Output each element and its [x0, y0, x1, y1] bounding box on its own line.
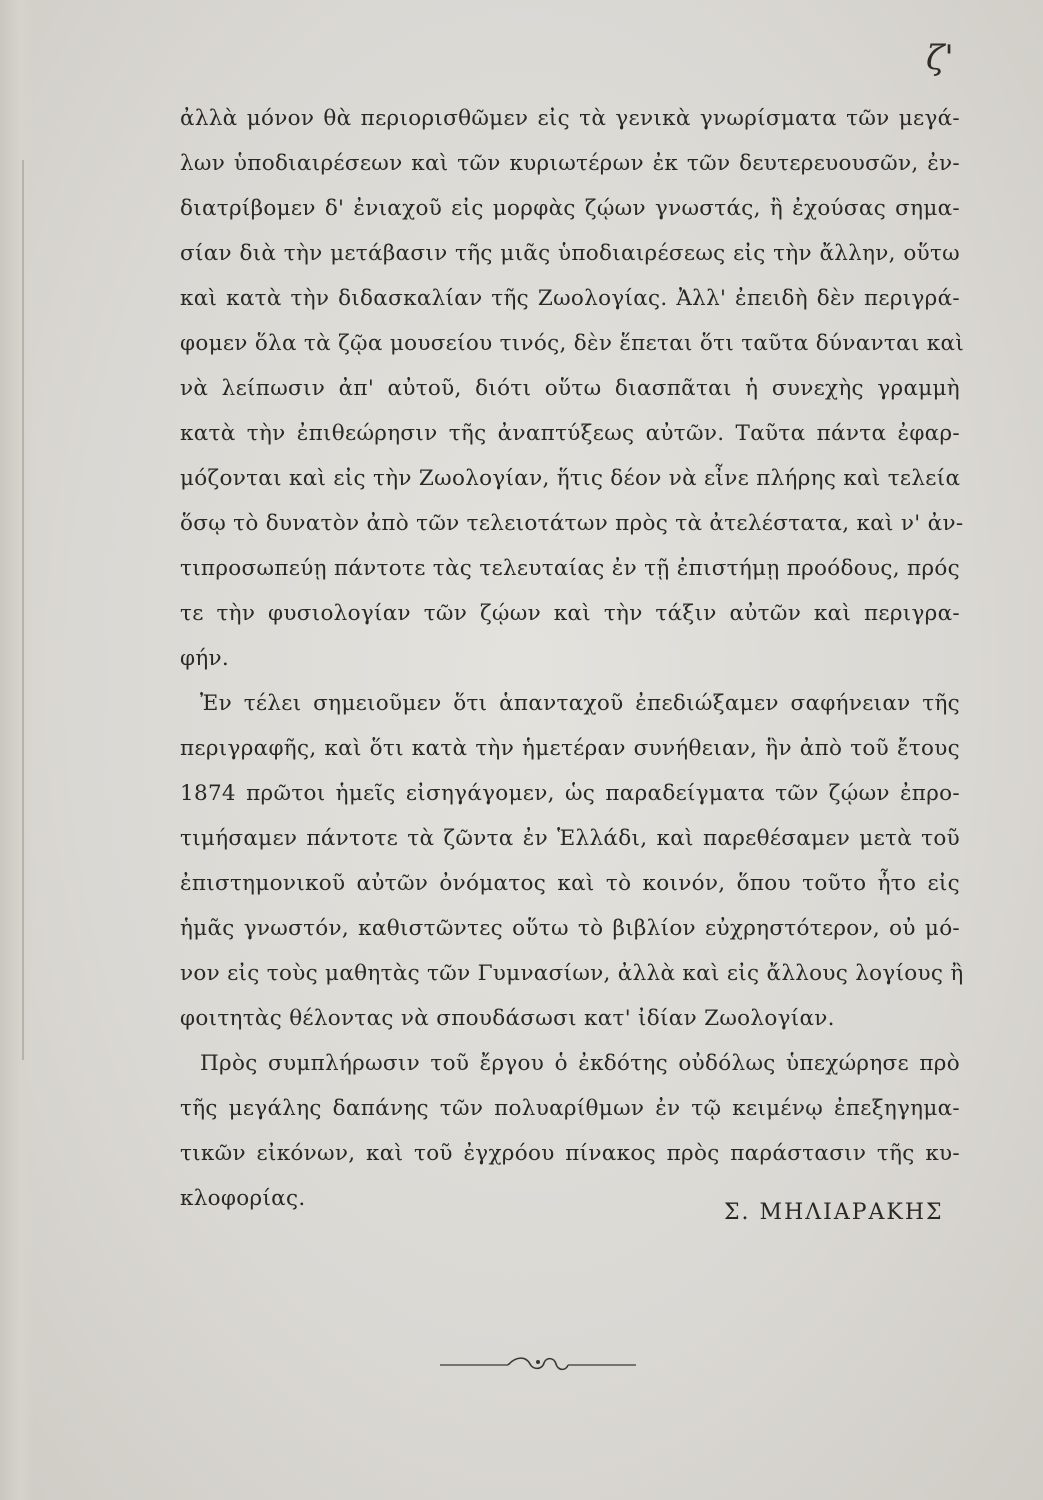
text-line: τε τὴν φυσιολογίαν τῶν ζῴων καὶ τὴν τάξιν αὐτῶν καὶ περιγρα-: [180, 601, 960, 626]
text-line: τικῶν εἰκόνων, καὶ τοῦ ἐγχρόου πίνακος πρὸς παράστασιν τῆς κυ-: [180, 1141, 960, 1166]
text-line: νον εἰς τοὺς μαθητὰς τῶν Γυμνασίων, ἀλλὰ καὶ εἰς ἄλλους λογίους ἢ: [180, 961, 964, 986]
text-line: περιγραφῆς, καὶ ὅτι κατὰ τὴν ἡμετέραν συνήθειαν, ἣν ἀπὸ τοῦ ἔτους: [180, 736, 960, 761]
text-line: 1874 πρῶτοι ἡμεῖς εἰσηγάγομεν, ὡς παραδείγματα τῶν ζῴων ἐπρο-: [180, 781, 960, 806]
text-line: τιμήσαμεν πάντοτε τὰ ζῶντα ἐν Ἑλλάδι, καὶ παρεθέσαμεν μετὰ τοῦ: [180, 826, 960, 851]
text-line: ἐπιστημονικοῦ αὐτῶν ὀνόματος καὶ τὸ κοινόν, ὅπου τοῦτο ἦτο εἰς: [180, 871, 960, 896]
text-line: Ἐν τέλει σημειοῦμεν ὅτι ἁπανταχοῦ ἐπεδιώξαμεν σαφήνειαν τῆς: [200, 691, 960, 716]
text-line: τιπροσωπεύῃ πάντοτε τὰς τελευταίας ἐν τῇ ἐπιστήμῃ προόδους, πρός: [180, 556, 960, 581]
page-number: ζ': [926, 38, 954, 78]
tailpiece-ornament-icon: [438, 1352, 638, 1378]
binding-crease: [22, 160, 24, 1060]
text-line: κατὰ τὴν ἐπιθεώρησιν τῆς ἀναπτύξεως αὐτῶν. Ταῦτα πάντα ἐφαρ-: [180, 421, 960, 446]
text-line: κλοφορίας.: [180, 1186, 306, 1211]
text-line: τῆς μεγάλης δαπάνης τῶν πολυαρίθμων ἐν τῷ κειμένῳ ἐπεξηγημα-: [180, 1096, 960, 1121]
text-line: ἡμᾶς γνωστόν, καθιστῶντες οὕτω τὸ βιβλίον εὐχρηστότερον, οὐ μό-: [180, 916, 960, 941]
text-line: φοιτητὰς θέλοντας νὰ σπουδάσωσι κατ' ἰδίαν Ζωολογίαν.: [180, 1006, 835, 1031]
text-line: καὶ κατὰ τὴν διδασκαλίαν τῆς Ζωολογίας. Ἀλλ' ἐπειδὴ δὲν περιγρά-: [180, 286, 960, 311]
text-line: διατρίβομεν δ' ἐνιαχοῦ εἰς μορφὰς ζῴων γνωστάς, ἢ ἐχούσας σημα-: [180, 196, 960, 221]
body-text: [180, 96, 965, 1221]
text-line: φομεν ὅλα τὰ ζῷα μουσείου τινός, δὲν ἕπεται ὅτι ταῦτα δύνανται καὶ: [180, 331, 965, 356]
text-line: ἀλλὰ μόνον θὰ περιορισθῶμεν εἰς τὰ γενικὰ γνωρίσματα τῶν μεγά-: [180, 106, 960, 131]
text-line: Πρὸς συμπλήρωσιν τοῦ ἔργου ὁ ἐκδότης οὐδόλως ὑπεχώρησε πρὸ: [200, 1051, 960, 1076]
text-line: ὅσῳ τὸ δυνατὸν ἀπὸ τῶν τελειοτάτων πρὸς τὰ ἀτελέστατα, καὶ ν' ἀν-: [180, 511, 964, 536]
binding-edge: [0, 0, 34, 1500]
author-signature: Σ. ΜΗΛΙΑΡΑΚΗΣ: [724, 1200, 944, 1225]
text-line: νὰ λείπωσιν ἀπ' αὐτοῦ, διότι οὕτω διασπᾶται ἡ συνεχὴς γραμμὴ: [180, 376, 960, 401]
text-line: λων ὑποδιαιρέσεων καὶ τῶν κυριωτέρων ἐκ τῶν δευτερευουσῶν, ἐν-: [180, 151, 960, 176]
text-line: σίαν διὰ τὴν μετάβασιν τῆς μιᾶς ὑποδιαιρέσεως εἰς τὴν ἄλλην, οὕτω: [180, 241, 960, 266]
text-line: μόζονται καὶ εἰς τὴν Ζωολογίαν, ἥτις δέον νὰ εἶνε πλήρης καὶ τελεία: [180, 466, 961, 491]
text-line: φήν.: [180, 646, 230, 671]
